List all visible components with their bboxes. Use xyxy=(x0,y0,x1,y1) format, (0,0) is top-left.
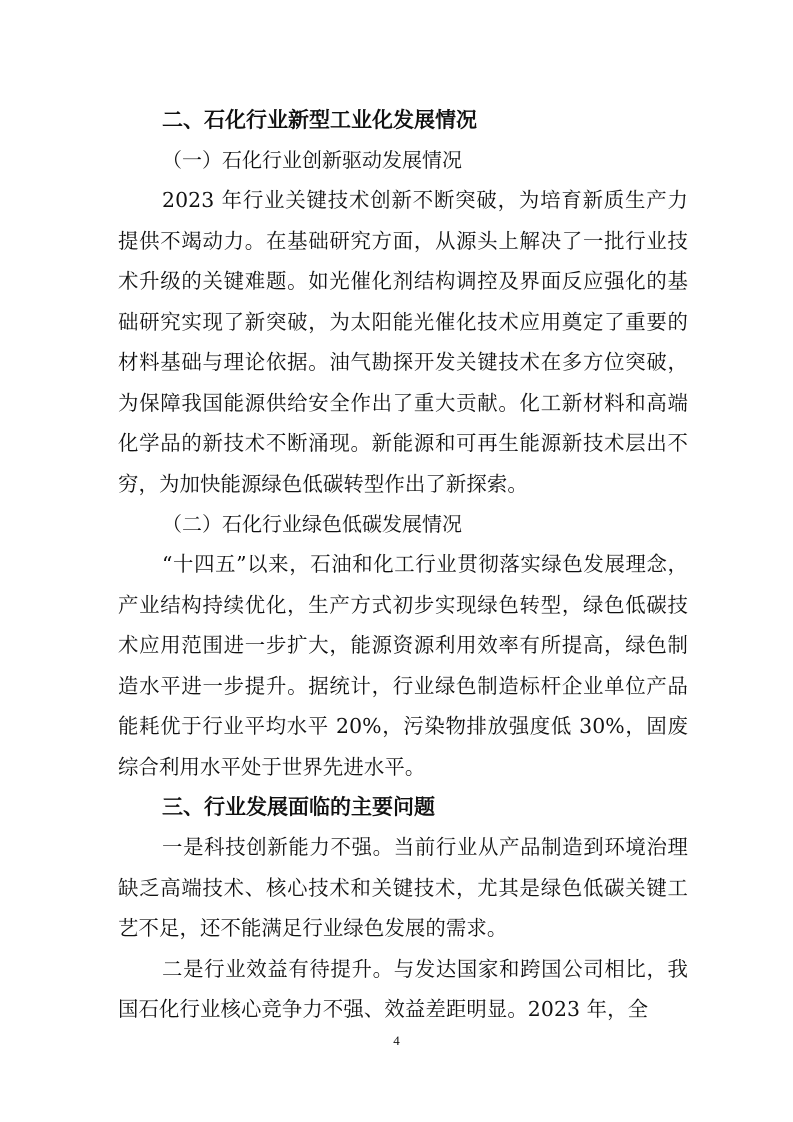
section-heading-3: 三、行业发展面临的主要问题 xyxy=(162,795,435,819)
paragraph-problem-1: 一是科技创新能力不强。当前行业从产品制造到环境治理缺乏高端技术、核心技术和关键技术，尤其是绿色低碳关键工艺不足，还不能满足行业绿色发展的需求。 xyxy=(118,835,688,940)
section-heading-2: 二、石化行业新型工业化发展情况 xyxy=(162,108,477,132)
paragraph-innovation: 2023 年行业关键技术创新不断突破，为培育新质生产力提供不竭动力。在基础研究方面，从源头上解决了一批行业技术升级的关键难题。如光催化剂结构调控及界面反应强化的基础研究实现了新突破，为太阳能光催化技术应用奠定了重要的材料基础与理论依据。油气勘探开发关键技术在多方位突破，为保障我国能源供给安全作出了重大贡献。化工新材料和高端化学品的新技术不断涌现。新能源和可再生能源新技术层出不穷，为加快能源绿色低碳转型作出了新探索。 xyxy=(118,188,688,496)
paragraph-green: “十四五”以来，石油和化工行业贯彻落实绿色发展理念，产业结构持续优化，生产方式初步实现绿色转型，绿色低碳技术应用范围进一步扩大，能源资源利用效率有所提高，绿色制造水平进一步提升。据统计，行业绿色制造标杆企业单位产品能耗优于行业平均水平 20%，污染物排放强度低 30%，固废综合利用水平处于世界先进水平。 xyxy=(118,552,688,779)
sub-heading-green: （二）石化行业绿色低碳发展情况 xyxy=(162,512,462,536)
document-body xyxy=(118,100,688,1030)
paragraph-problem-2: 二是行业效益有待提升。与发达国家和跨国公司相比，我国石化行业核心竞争力不强、效益差距明显。2023 年，全 xyxy=(118,956,688,1021)
sub-heading-innovation: （一）石化行业创新驱动发展情况 xyxy=(162,148,462,172)
page-number: 4 xyxy=(393,1033,400,1048)
